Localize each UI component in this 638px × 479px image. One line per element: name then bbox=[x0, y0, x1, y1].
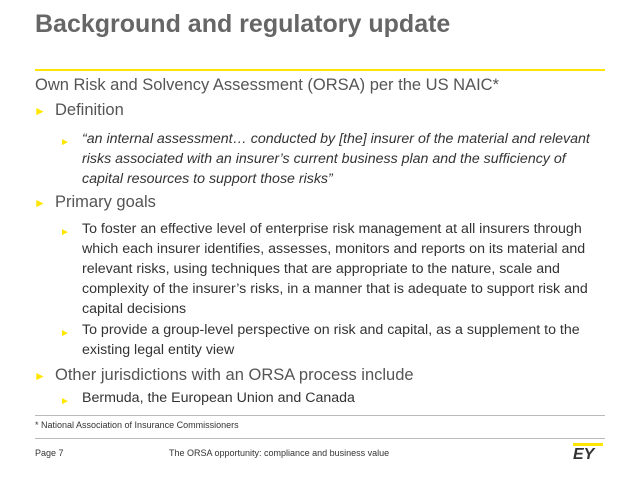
bullet-arrow-icon: ► bbox=[34, 196, 46, 210]
bullet-other-jurisdictions bbox=[34, 366, 414, 385]
bullet-heading: Other jurisdictions with an ORSA process include bbox=[55, 366, 414, 384]
bullet-arrow-icon: ► bbox=[34, 104, 46, 118]
sub-bullet-text: To foster an effective level of enterprise risk management at all insurers through which each insurer identifies, assesses, monitors and reports on its material and relevant risks, using techniques that are appropriate to the nature, scale and complexity of the insurer’s risks, in a manner that is adequate to support risk and capital decisions bbox=[82, 221, 588, 317]
bullet-primary-goals bbox=[34, 193, 156, 212]
footnote-divider bbox=[35, 415, 605, 416]
footer-divider bbox=[35, 438, 605, 439]
slide-subtitle: Own Risk and Solvency Assessment (ORSA) per the US NAIC* bbox=[35, 76, 499, 94]
footer-caption: The ORSA opportunity: compliance and business value bbox=[169, 448, 390, 458]
bullet-arrow-icon: ► bbox=[60, 328, 70, 339]
sub-bullet-text: “an internal assessment… conducted by [the] insurer of the material and relevant risks associated with an insurer’s current business plan and the sufficiency of capital resources to support those risks” bbox=[82, 131, 590, 187]
ey-logo bbox=[573, 443, 603, 463]
page-number: Page 7 bbox=[35, 448, 64, 458]
slide-title: Background and regulatory update bbox=[35, 10, 451, 38]
sub-bullet-goal-erm bbox=[60, 219, 610, 319]
sub-bullet-jurisdictions bbox=[60, 388, 610, 408]
sub-bullet-definition-quote bbox=[60, 129, 610, 189]
sub-bullet-goal-group bbox=[60, 320, 610, 360]
sub-bullet-text: To provide a group-level perspective on risk and capital, as a supplement to the existing legal entity view bbox=[82, 322, 580, 358]
bullet-arrow-icon: ► bbox=[34, 369, 46, 383]
bullet-arrow-icon: ► bbox=[60, 396, 70, 407]
title-divider bbox=[35, 69, 605, 71]
sub-bullet-text: Bermuda, the European Union and Canada bbox=[82, 390, 355, 406]
bullet-heading: Definition bbox=[55, 101, 124, 119]
bullet-heading: Primary goals bbox=[55, 193, 156, 211]
bullet-definition bbox=[34, 101, 124, 120]
bullet-arrow-icon: ► bbox=[60, 137, 70, 148]
bullet-arrow-icon: ► bbox=[60, 227, 70, 238]
footnote: * National Association of Insurance Commissioners bbox=[35, 420, 239, 430]
logo-text: EY bbox=[573, 446, 595, 463]
